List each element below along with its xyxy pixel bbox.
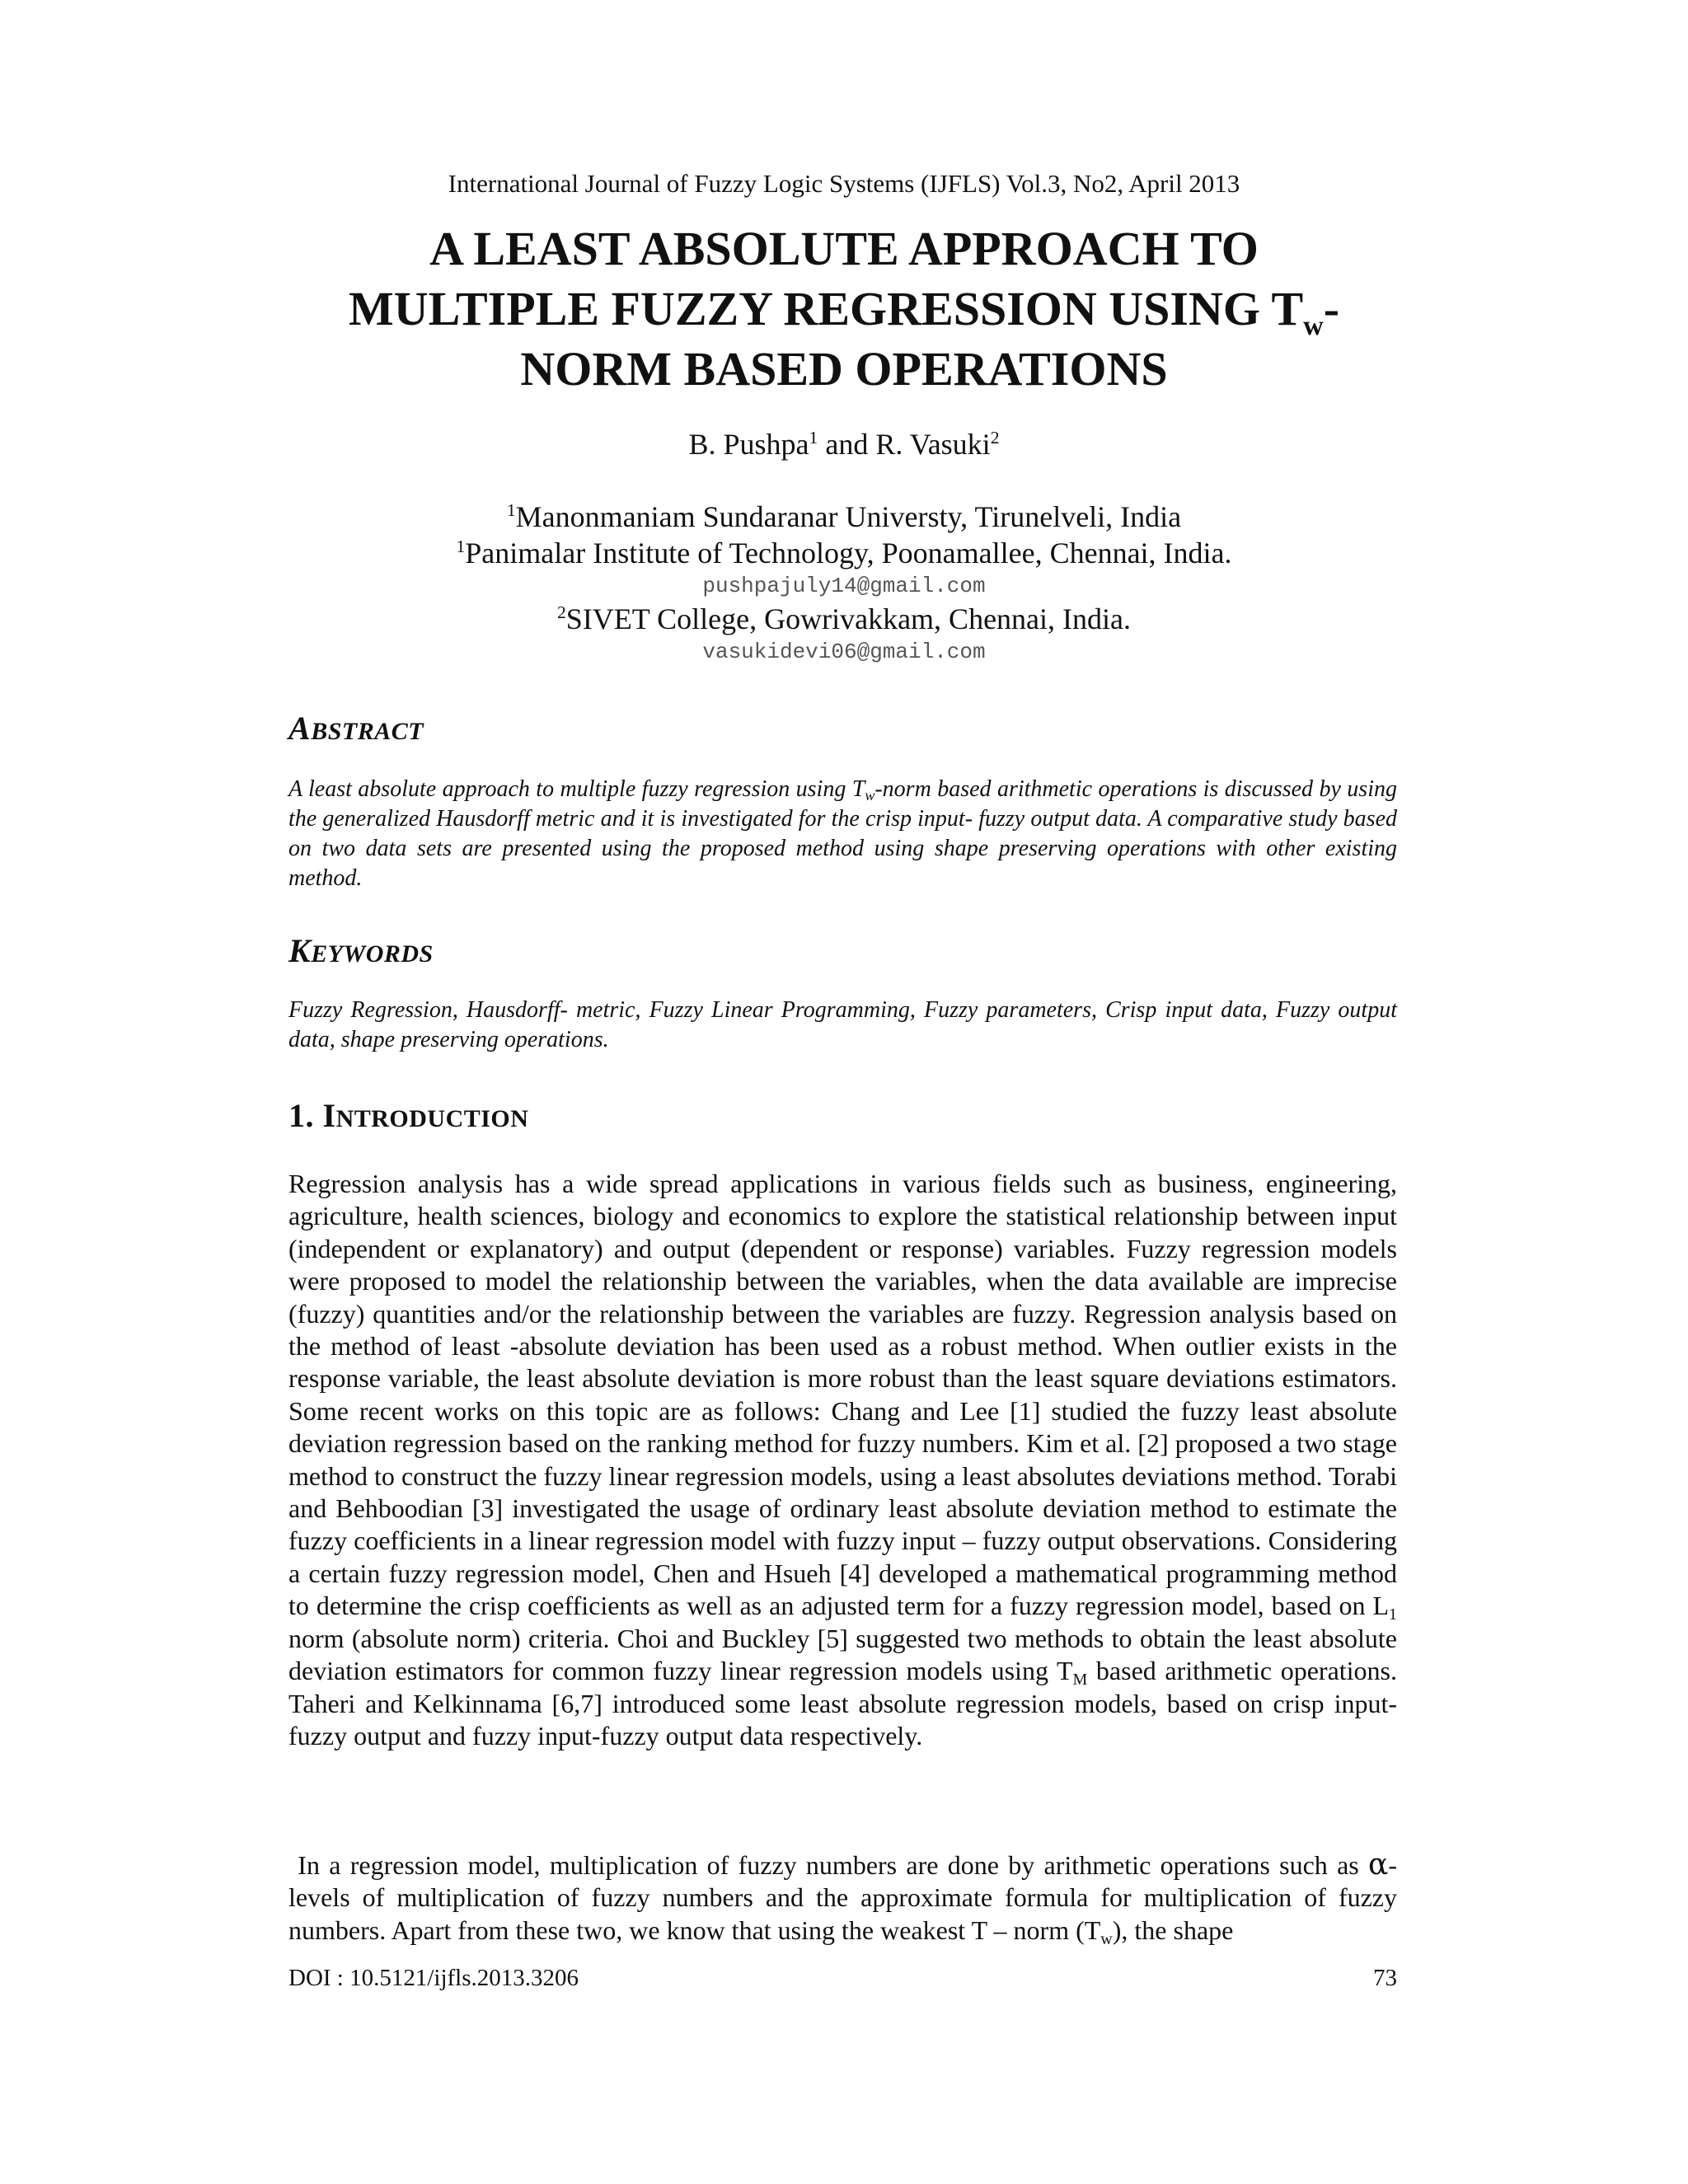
keywords-text: Fuzzy Regression, Hausdorff- metric, Fuzzy Linear Programming, Fuzzy parameters, Crisp input data, Fuzzy output data, shape preserving operations.: [288, 997, 1397, 1052]
doi: DOI : 10.5121/ijfls.2013.3206: [288, 1965, 579, 1991]
intro-p2-sub: w: [1100, 1929, 1113, 1948]
title-subscript: w: [1303, 311, 1324, 341]
affiliation-3-text: SIVET College, Gowrivakkam, Chennai, India.: [565, 602, 1131, 635]
abstract-subscript: w: [865, 787, 875, 804]
abstract-text: [288, 775, 1397, 893]
abstract-heading: [288, 709, 424, 748]
abstract-text-part-1: A least absolute approach to multiple fuzzy regression using T: [288, 776, 865, 802]
affiliation-2: [0, 535, 1688, 571]
email-1: pushpajuly14@gmail.com: [702, 574, 986, 598]
email-2: vasukidevi06@gmail.com: [702, 640, 986, 664]
intro-p1-sub-2: M: [1072, 1671, 1088, 1690]
intro-p1-part-b: norm (absolute norm) criteria. Choi and Buckley [5] suggested two methods to obtain the least absolute deviation estimators for common fuzzy linear regression models using T: [288, 1623, 1397, 1686]
author-separator: and: [818, 428, 876, 461]
author-1-sup: 1: [809, 428, 818, 448]
affiliation-2-text: Panimalar Institute of Technology, Poonamallee, Chennai, India.: [465, 537, 1232, 569]
author-list: [0, 427, 1688, 462]
keywords-heading-cap: K: [288, 932, 312, 969]
intro-p1-part-a: Regression analysis has a wide spread applications in various fields such as business, engineering, agriculture, health sciences, biology and economics to explore the statistical relationship between input (independent or explanatory) and output (dependent or response) variables. Fuzzy regression models were proposed to model the relationship between the variables, when the data available are imprecise (fuzzy) quantities and/or the relationship between the variables are fuzzy. Regression analysis based on the method of least -absolute deviation has been used as a robust method. When outlier exists in the response variable, the least absolute deviation is more robust than the least square deviations estimators. Some recent works on this topic are as follows: Chang and Lee [1] studied the fuzzy least absolute deviation regression based on the ranking method for fuzzy numbers. Kim et al. [2] proposed a two stage method to construct the fuzzy linear regression models, using a least absolutes deviations method. Torabi and Behboodian [3] investigated the usage of ordinary least absolute deviation method to estimate the fuzzy coefficients in a linear regression model with fuzzy input – fuzzy output observations. Considering a certain fuzzy regression model, Chen and Hsueh [4] developed a mathematical programming method to determine the crisp coefficients as well as an adjusted term for a fuzzy regression model, based on L: [288, 1169, 1397, 1621]
title-line-1: A LEAST ABSOLUTE APPROACH TO: [429, 222, 1259, 275]
introduction-paragraph-2: [288, 1849, 1397, 1947]
intro-p2-part-c: ), the shape: [1112, 1915, 1234, 1945]
title-line-2: MULTIPLE FUZZY REGRESSION USING T: [348, 282, 1304, 335]
author-2: R. Vasuki: [875, 428, 991, 461]
keywords-heading-rest: EYWORDS: [311, 940, 434, 968]
page-number: 73: [1373, 1965, 1397, 1991]
introduction-paragraph-1: [288, 1168, 1397, 1752]
title-line-3: NORM BASED OPERATIONS: [520, 342, 1168, 396]
introduction-heading: [288, 1096, 528, 1135]
introduction-heading-rest: NTRODUCTION: [335, 1105, 529, 1132]
intro-p1-part-c: based arithmetic operations. Taheri and Kelkinnama [6,7] introduced some least absolute regression models, based on crisp input- fuzzy output and fuzzy input-fuzzy output data respectively.: [288, 1656, 1398, 1750]
abstract-heading-cap: A: [288, 710, 312, 747]
author-1: B. Pushpa: [688, 428, 809, 461]
paper-title: [247, 218, 1441, 399]
author-2-sup: 2: [990, 428, 1000, 448]
intro-p1-sub-1: 1: [1389, 1605, 1397, 1624]
affiliation-2-sup: 1: [456, 537, 466, 556]
intro-p2-part-a: In a regression model, multiplication of fuzzy numbers are done by arithmetic operations such as: [288, 1850, 1369, 1880]
keywords-heading: [288, 931, 434, 970]
journal-header: International Journal of Fuzzy Logic Systems (IJFLS) Vol.3, No2, April 2013: [448, 169, 1240, 198]
affiliation-1: [0, 499, 1688, 535]
affiliation-1-text: Manonmaniam Sundaranar Universty, Tirunelveli, India: [515, 500, 1182, 533]
affiliation-1-sup: 1: [506, 500, 516, 520]
intro-p2-part-b: -levels of multiplication of fuzzy numbers and the approximate formula for multiplication of fuzzy numbers. Apart from these two, we know that using the weakest T – norm (T: [288, 1850, 1398, 1945]
title-hyphen: -: [1323, 282, 1340, 335]
introduction-heading-num: 1. I: [288, 1097, 336, 1134]
alpha-symbol: α: [1368, 1848, 1389, 1882]
affiliation-3: [0, 601, 1688, 637]
affiliation-3-sup: 2: [557, 602, 566, 622]
affiliations: [0, 499, 1688, 667]
abstract-heading-rest: BSTRACT: [311, 718, 424, 745]
abstract-text-part-2: -norm based arithmetic operations is discussed by using the generalized Hausdorff metric and it is investigated for the crisp input- fuzzy output data. A comparative study based on two data sets are presented using the proposed method using shape preserving operations with other existing method.: [288, 776, 1397, 891]
